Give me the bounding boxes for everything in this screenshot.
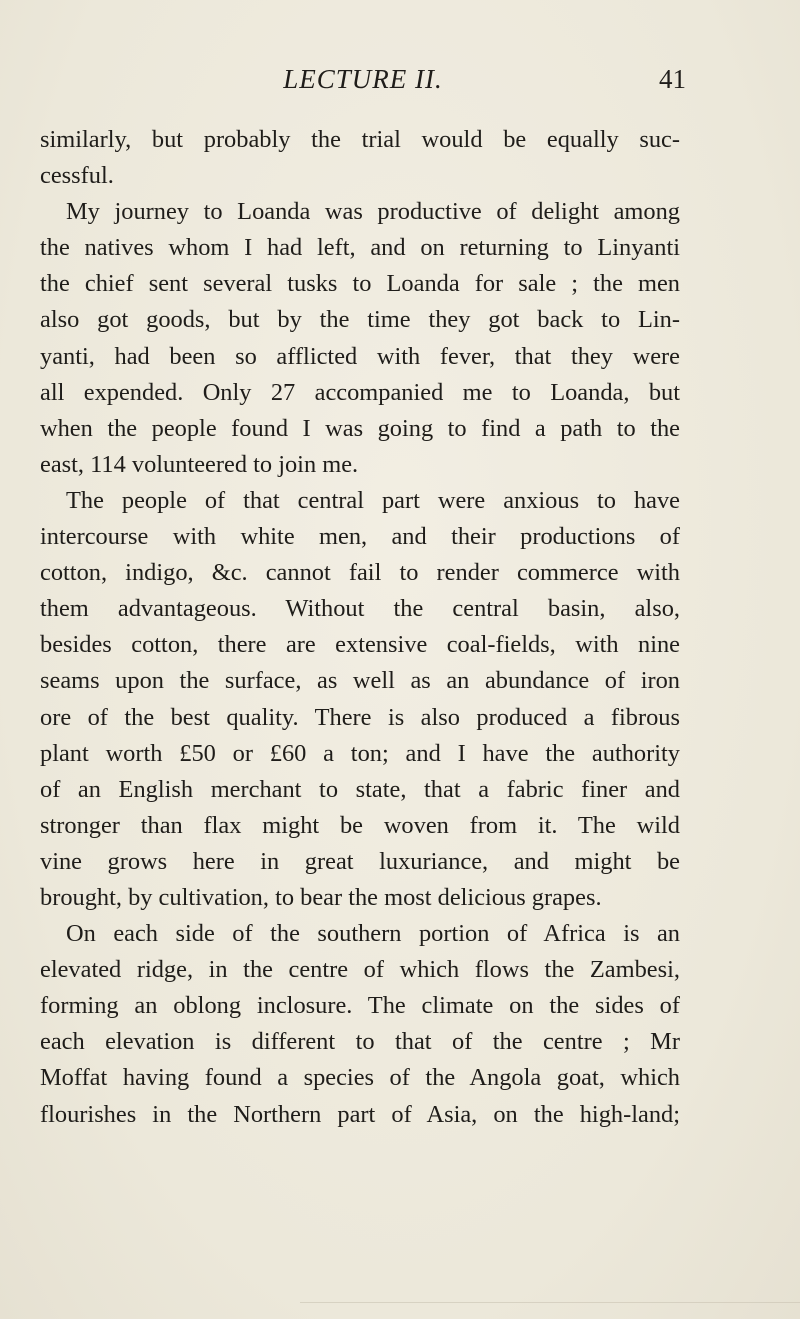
page-number: 41 <box>659 64 686 94</box>
text-line: The people of that central part were anxious to have <box>66 486 680 514</box>
running-title: LECTURE II. <box>283 64 443 94</box>
text-line: of an English merchant to state, that a fabric finer and <box>40 775 680 803</box>
text-line: plant worth £50 or £60 a ton; and I have the authority <box>40 739 680 767</box>
text-line: each elevation is different to that of the centre ; Mr <box>40 1028 680 1056</box>
text-line: On each side of the southern portion of Africa is an <box>66 920 680 948</box>
text-line: stronger than flax might be woven from it. The wild <box>40 811 680 839</box>
text-line: all expended. Only 27 accompanied me to Loanda, but <box>40 378 680 406</box>
page-edge-shadow <box>300 1302 800 1303</box>
text-line: when the people found I was going to find a path to the <box>40 414 680 442</box>
text-line: vine grows here in great luxuriance, and might be <box>40 847 680 875</box>
body-text <box>40 122 680 1133</box>
text-line: My journey to Loanda was productive of delight among <box>66 198 680 226</box>
text-line: ore of the best quality. There is also produced a fibrous <box>40 703 680 731</box>
text-line: seams upon the surface, as well as an abundance of iron <box>40 667 680 695</box>
text-line: forming an oblong inclosure. The climate on the sides of <box>40 992 680 1020</box>
text-line: flourishes in the Northern part of Asia, on the high-land; <box>40 1100 680 1128</box>
text-line: the chief sent several tusks to Loanda for sale ; the men <box>40 270 680 298</box>
text-line: intercourse with white men, and their productions of <box>40 523 680 551</box>
text-line: east, 114 volunteered to join me. <box>40 450 359 478</box>
text-line: besides cotton, there are extensive coal-fields, with nine <box>40 631 680 659</box>
text-line: cotton, indigo, &c. cannot fail to render commerce with <box>40 559 680 587</box>
text-line: Moffat having found a species of the Angola goat, which <box>40 1064 680 1092</box>
running-head <box>40 62 686 102</box>
text-line: yanti, had been so afflicted with fever, that they were <box>40 342 680 370</box>
text-line: elevated ridge, in the centre of which flows the Zambesi, <box>40 956 680 984</box>
text-line: similarly, but probably the trial would be equally suc- <box>40 126 680 153</box>
text-line: brought, by cultivation, to bear the most delicious grapes. <box>40 883 602 911</box>
text-line: cessful. <box>40 162 114 190</box>
text-line: the natives whom I had left, and on returning to Linyanti <box>40 234 680 262</box>
text-line: also got goods, but by the time they got back to Lin- <box>40 306 680 334</box>
text-line: them advantageous. Without the central basin, also, <box>40 595 680 623</box>
